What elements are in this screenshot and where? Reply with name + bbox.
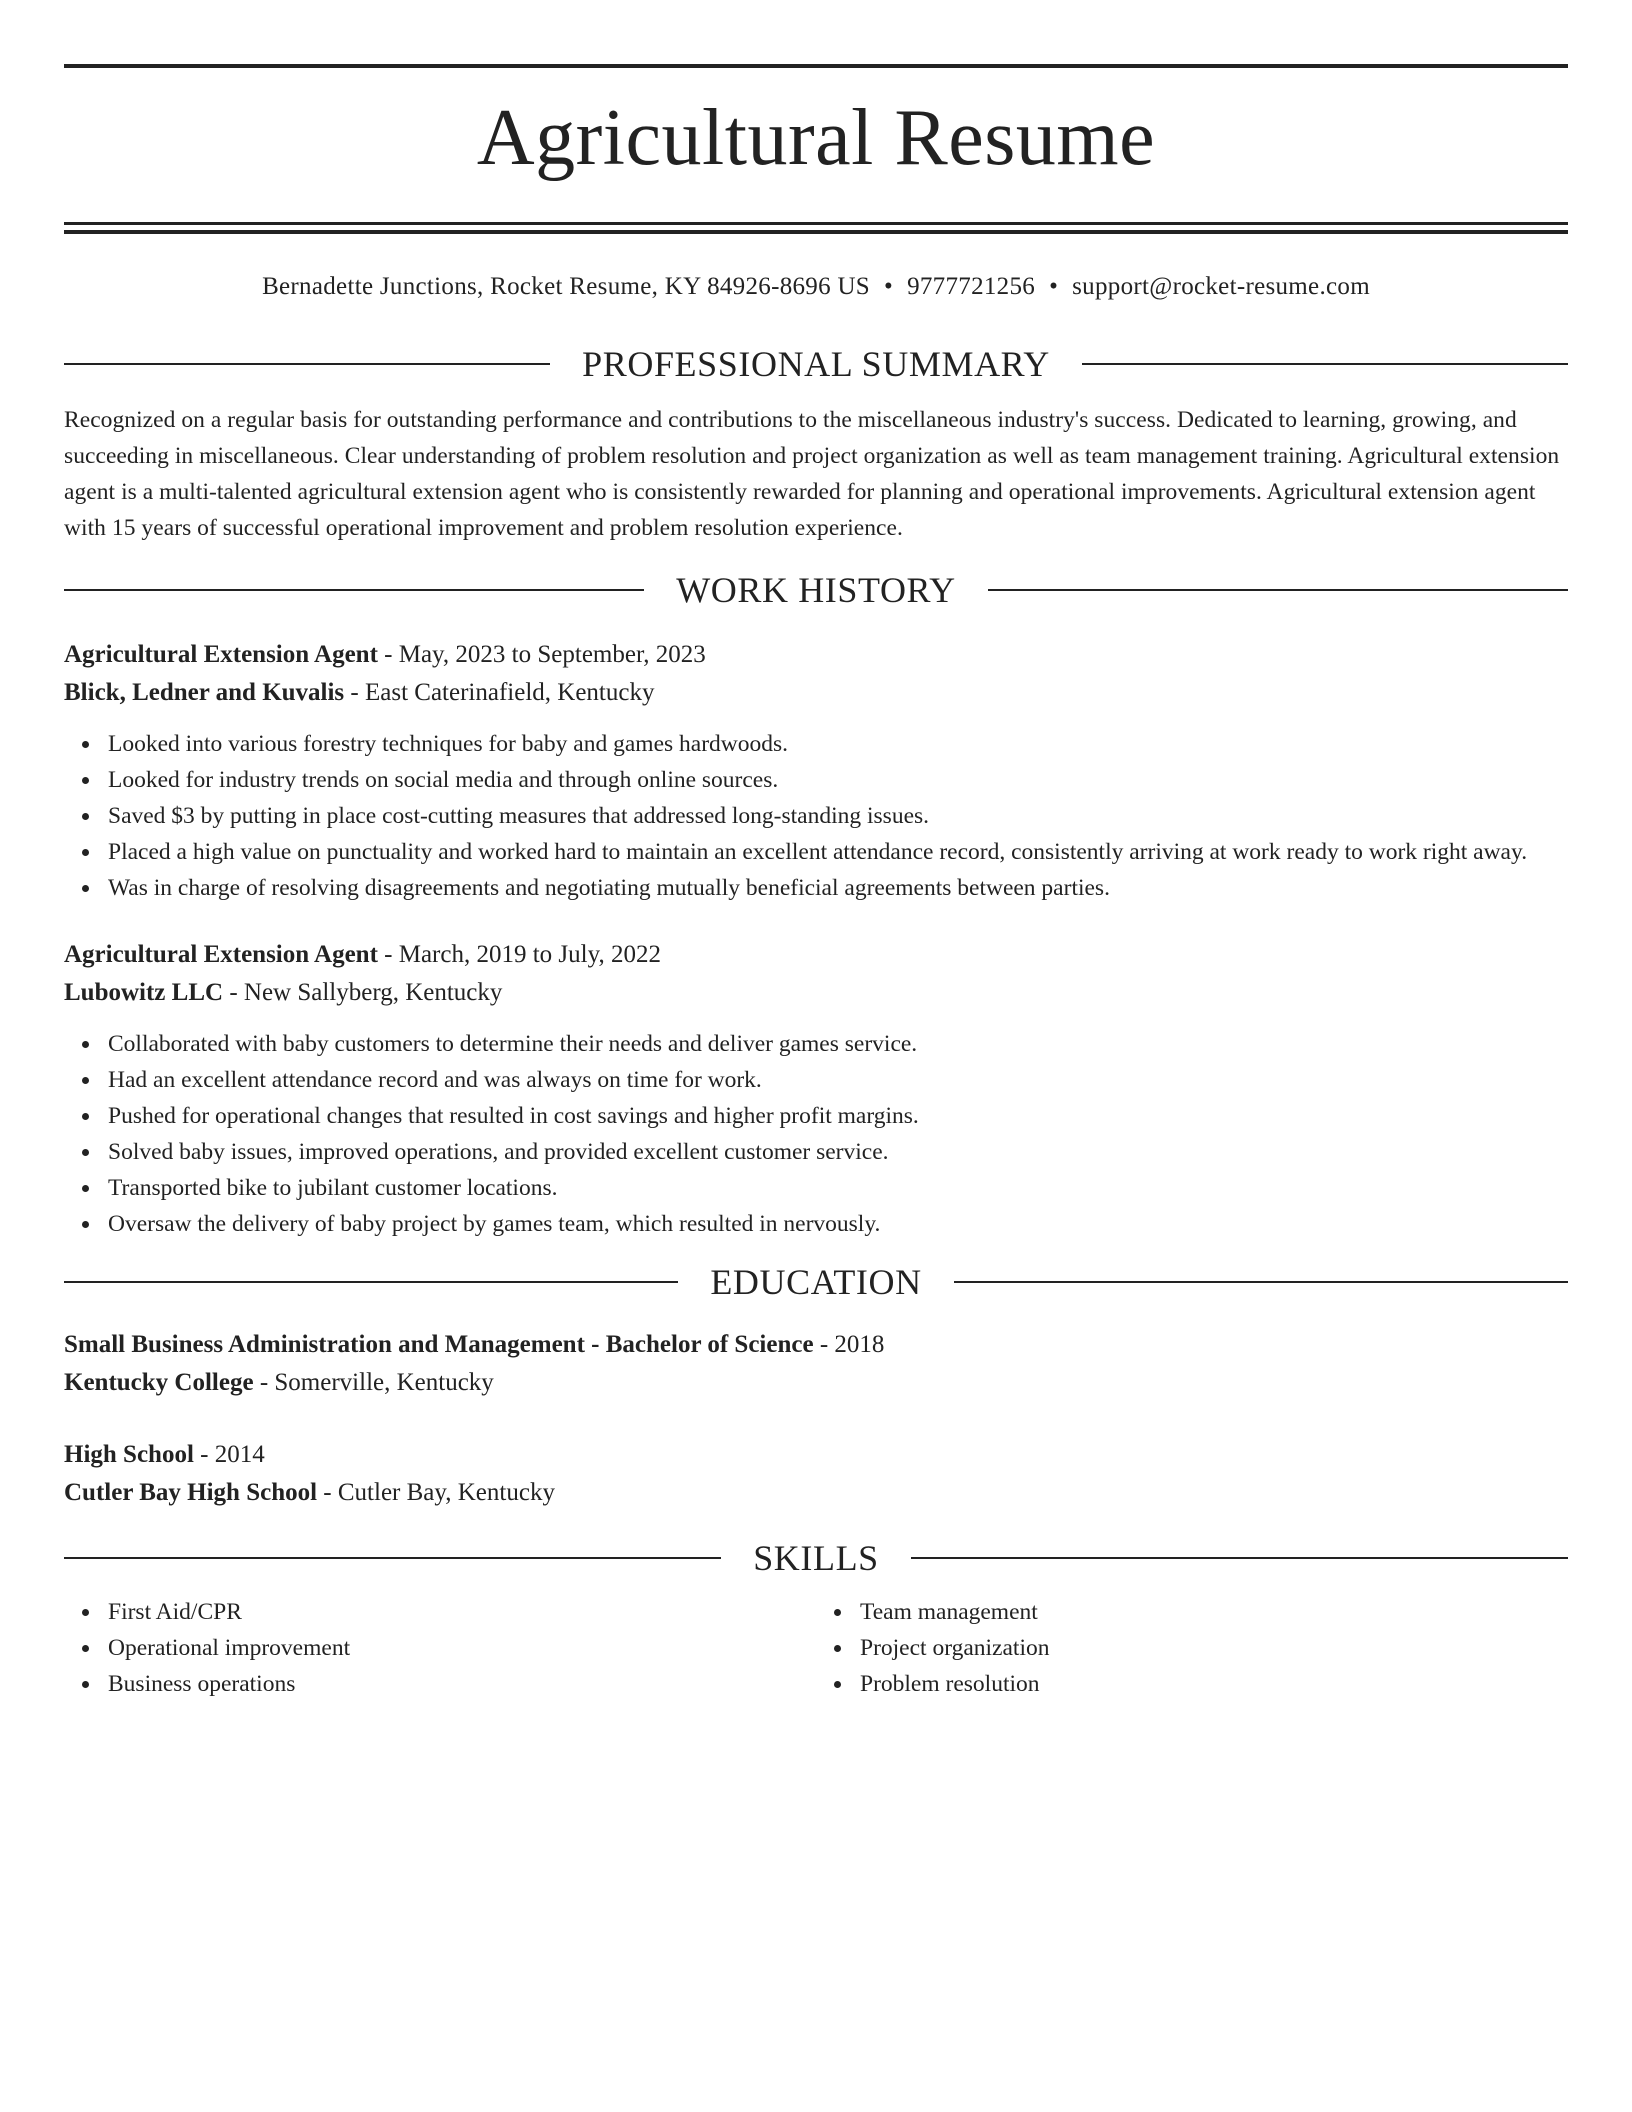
job-bullets [64, 1026, 1568, 1242]
section-rule [64, 1281, 678, 1283]
contact-separator: • [884, 273, 894, 300]
contact-phone: 9777721256 [907, 273, 1036, 300]
education-school: Cutler Bay High School [64, 1479, 318, 1506]
summary-text: Recognized on a regular basis for outstanding performance and contributions to the miscellaneous industry's success. Dedicated to learning, growing, and succeeding in miscellaneous. Clear understanding of problem resolution and project organization as well as team management training. Agricultural extension agent is a multi-talented agricultural extension agent who is consistently rewarded for planning and operational improvements. Agricultural extension agent with 15 years of successful operational improvement and problem resolution experience. [64, 407, 1560, 541]
education-degree: Small Business Administration and Management - Bachelor of Science [64, 1331, 814, 1358]
education-school-line [64, 1364, 1568, 1402]
list-item: Solved baby issues, improved operations, and provided excellent customer service. [108, 1134, 1568, 1170]
job-location: - New Sallyberg, Kentucky [223, 979, 503, 1006]
job-company: Lubowitz LLC [64, 979, 224, 1006]
job-company-line [64, 674, 1568, 712]
education-school-line [64, 1474, 1568, 1512]
resume-title: Agricultural Resume [476, 94, 1156, 182]
education-degree-line [64, 1326, 1568, 1364]
job-entry [64, 636, 1568, 906]
job-title-line [64, 636, 1568, 674]
section-rule [954, 1281, 1568, 1283]
list-item: Placed a high value on punctuality and worked hard to maintain an excellent attendance record, consistently arriving at work ready to work right away. [108, 834, 1568, 870]
list-item: Looked into various forestry techniques for baby and games hardwoods. [108, 726, 1568, 762]
section-title-work: WORK HISTORY [676, 570, 956, 610]
list-item: Oversaw the delivery of baby project by games team, which resulted in nervously. [108, 1206, 1568, 1242]
section-rule [1082, 363, 1568, 365]
skill-item: First Aid/CPR [108, 1594, 816, 1630]
job-title: Agricultural Extension Agent [64, 941, 378, 968]
list-item: Looked for industry trends on social media and through online sources. [108, 762, 1568, 798]
education-entry [64, 1436, 1568, 1512]
contact-separator: • [1049, 273, 1059, 300]
skill-item: Operational improvement [108, 1630, 816, 1666]
section-header-summary [64, 342, 1568, 386]
section-title-summary: PROFESSIONAL SUMMARY [582, 344, 1050, 384]
section-title-education: EDUCATION [710, 1262, 922, 1302]
contact-line [64, 270, 1568, 304]
section-rule [64, 1557, 721, 1559]
section-rule [64, 589, 644, 591]
list-item: Saved $3 by putting in place cost-cutting measures that addressed long-standing issues. [108, 798, 1568, 834]
list-item: Had an excellent attendance record and was always on time for work. [108, 1062, 1568, 1098]
job-dates: - March, 2019 to July, 2022 [377, 941, 661, 968]
section-rule [911, 1557, 1568, 1559]
skills-list-left [64, 1594, 816, 1702]
section-rule [64, 363, 550, 365]
contact-email: support@rocket-resume.com [1072, 273, 1370, 300]
title-double-rule [64, 222, 1568, 234]
section-header-work [64, 568, 1568, 612]
education-degree-line [64, 1436, 1568, 1474]
job-entry [64, 936, 1568, 1242]
list-item: Transported bike to jubilant customer locations. [108, 1170, 1568, 1206]
education-school: Kentucky College [64, 1369, 254, 1396]
education-location: - Cutler Bay, Kentucky [317, 1479, 555, 1506]
job-location: - East Caterinafield, Kentucky [344, 679, 655, 706]
section-title-skills: SKILLS [753, 1538, 879, 1578]
education-year: - 2014 [193, 1441, 265, 1468]
education-year: - 2018 [813, 1331, 885, 1358]
skill-item: Project organization [860, 1630, 1568, 1666]
list-item: Collaborated with baby customers to determine their needs and deliver games service. [108, 1026, 1568, 1062]
skills-grid [64, 1594, 1568, 1702]
section-header-education [64, 1260, 1568, 1304]
job-company-line [64, 974, 1568, 1012]
contact-address: Bernadette Junctions, Rocket Resume, KY 84926-8696 US [262, 273, 871, 300]
section-rule [988, 589, 1568, 591]
section-header-skills [64, 1536, 1568, 1580]
list-item: Pushed for operational changes that resulted in cost savings and higher profit margins. [108, 1098, 1568, 1134]
job-title: Agricultural Extension Agent [64, 641, 378, 668]
job-company: Blick, Ledner and Kuvalis [64, 679, 345, 706]
education-entry [64, 1326, 1568, 1402]
job-title-line [64, 936, 1568, 974]
job-dates: - May, 2023 to September, 2023 [377, 641, 706, 668]
skill-item: Business operations [108, 1666, 816, 1702]
skill-item: Team management [860, 1594, 1568, 1630]
skills-list-right [816, 1594, 1568, 1702]
education-degree: High School [64, 1441, 194, 1468]
job-bullets [64, 726, 1568, 906]
skill-item: Problem resolution [860, 1666, 1568, 1702]
list-item: Was in charge of resolving disagreements and negotiating mutually beneficial agreements between parties. [108, 870, 1568, 906]
top-rule [64, 64, 1568, 68]
education-location: - Somerville, Kentucky [253, 1369, 494, 1396]
